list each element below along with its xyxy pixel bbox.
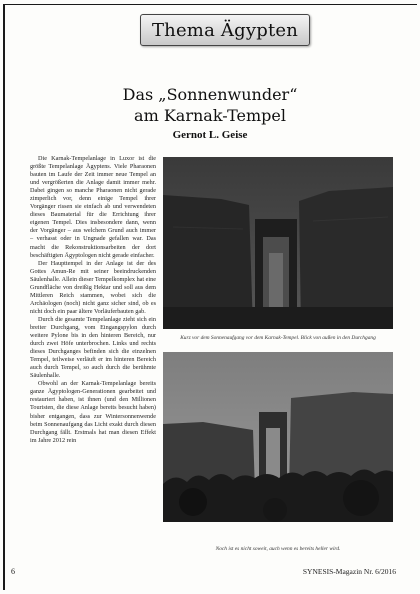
magazine-issue: SYNESIS-Magazin Nr. 6/2016 [302, 567, 396, 576]
section-title: Thema Ägypten [151, 19, 299, 41]
body-paragraph: Durch die gesamte Tempelanlage zieht sich ein breiter Durchgang, vom Eingangspylon durch weitere Pylone bis in den hinteren Bereich, nur durch zwei Höfe unterbrochen. Links und rechts dieses Durchganges befinden sich die einzelnen Tempel, teilweise verläuft er im hinteren Bereich auch durch Tempel, so auch durch die berühmte Säulenhalle. [30, 315, 156, 380]
temple-photo-crowd [163, 352, 393, 522]
left-border-rule [3, 4, 5, 590]
headline-line-1: Das „Sonnenwunder“ [122, 85, 298, 104]
photo-caption-2: Noch ist es nicht soweit, auch wenn es bereits heller wird. [215, 546, 341, 552]
headline-line-2: am Karnak-Tempel [134, 106, 286, 125]
body-paragraph: Die Karnak-Tempelanlage in Luxor ist die größte Tempelanlage Ägyptens. Viele Pharaonen bauten im Laufe der Zeit immer neue Tempel an und vergrößerten die Anlage damit immer mehr. Dabei gingen so manche Pharaonen nicht gerade zimperlich vor, denn einige Tempel ihrer Vorgänger rissen sie einfach ab und verwendeten dieses Baumaterial für die Errichtung ihrer eigenen Tempel. Dies insbesondere dann, wenn der Vorgänger – aus welchem Grund auch immer – verhasst oder in Ungnade gefallen war. Das macht die Rekonstruktionsarbeiten der dort beschäftigten Ägyptologen nicht gerade einfacher. [30, 155, 156, 259]
temple-photo-dusk-image [163, 157, 393, 329]
top-border-rule [3, 4, 417, 5]
body-paragraph: Obwohl an der Karnak-Tempelanlage bereits ganze Ägyptologen-Generationen gearbeitet und restauriert haben, ist ihnen (und den Millionen Touristen, die diese Anlage bereits besucht haben) bisher entgangen, dass zur Wintersonnenwende beim Sonnenaufgang das Licht exakt durch diesen Durchgang fällt. Erstmals hat man diesen Effekt im Jahre 2012 rein [30, 380, 156, 444]
page-number: 6 [11, 567, 15, 576]
body-paragraph: Der Haupttempel in der Anlage ist der des Gottes Amun-Re mit seiner beeindruckenden Säulenhalle. Allein dieser Tempelkomplex hat eine Grundfläche von dreißig Hektar und soll aus dem Mittleren Reich stammen, wobei sich die Archäologen (noch) nicht ganz sicher sind, ob es nicht doch ein paar ältere Vorläuferbauten gab. [30, 259, 156, 315]
article-author: Gernot L. Geise [172, 129, 248, 141]
temple-photo-dusk [163, 157, 393, 329]
photo-caption-1: Kurz vor dem Sonnenaufgang vor dem Karnak-Tempel. Blick von außen in den Durchgang [180, 335, 376, 341]
section-header [140, 14, 310, 46]
article-body [30, 155, 156, 561]
article-headline [60, 84, 360, 126]
temple-photo-crowd-image [163, 352, 393, 522]
